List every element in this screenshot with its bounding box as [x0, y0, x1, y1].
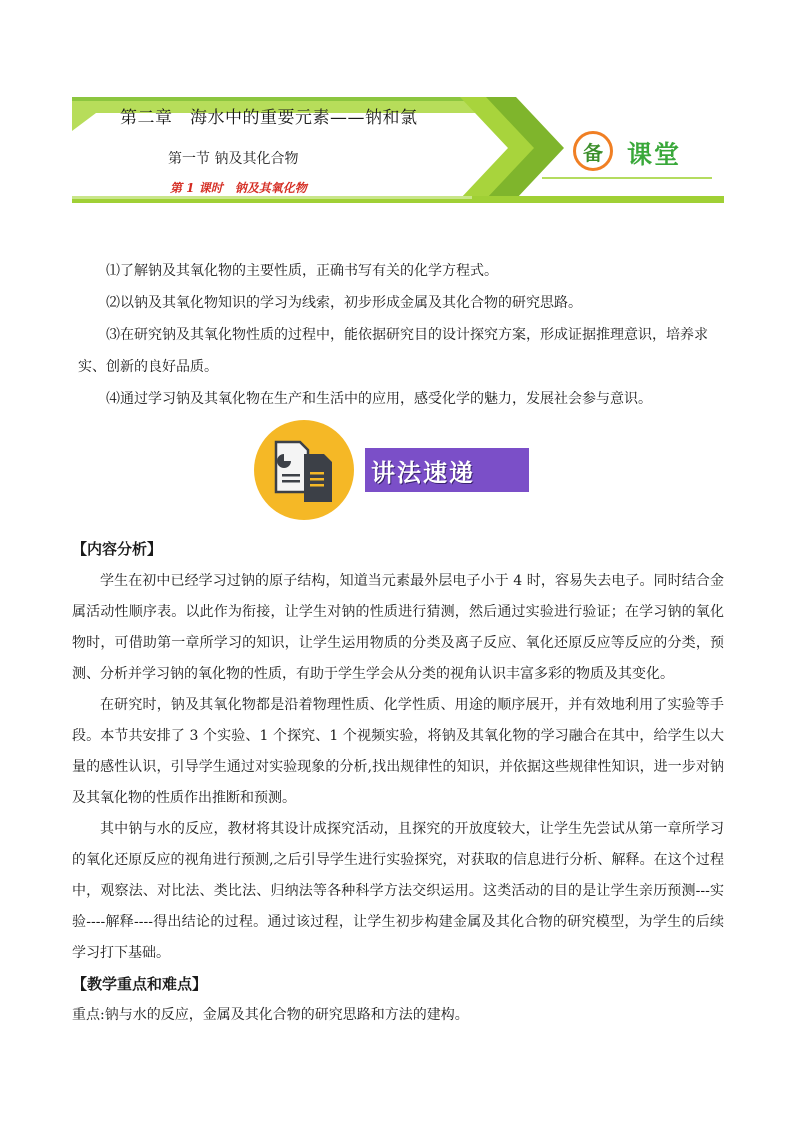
key-points-heading: 【教学重点和难点】: [72, 975, 208, 993]
content-analysis-heading: 【内容分析】: [72, 540, 163, 558]
objective-item: ⑶在研究钠及其氧化物性质的过程中，能依据研究目的设计探究方案，形成证据推理意识，培养求实、创新的良好品质。: [78, 327, 708, 375]
documents-icon: [254, 420, 354, 520]
objective-item: ⑷通过学习钠及其氧化物在生产和生活中的应用，感受化学的魅力，发展社会参与意识。: [106, 391, 652, 407]
chapter-header: [72, 95, 724, 205]
chapter-title: 第二章 海水中的重要元素——钠和氯: [120, 108, 418, 128]
content-analysis-body: [72, 566, 724, 969]
key-point-focus: 重点:钠与水的反应，金属及其化合物的研究思路和方法的建构。: [72, 1007, 469, 1023]
badge-circle: [573, 131, 613, 171]
banner-label: 讲法速递: [371, 458, 475, 487]
section-title: 第一节 钠及其化合物: [168, 151, 299, 167]
paragraph: 学生在初中已经学习过钠的原子结构，知道当元素最外层电子小于 4 时，容易失去电子。同时结合金属活动性顺序表。以此作为衔接，让学生对钠的性质进行猜测，然后通过实验进行验证；在学习钠的氧化物时，可借助第一章所学习的知识，让学生运用物质的分类及离子反应、氧化还原反应等反应的分类，预测、分析并学习钠的氧化物的性质，有助于学生学会从分类的视角认识丰富多彩的物质及其变化。: [72, 573, 724, 682]
badge-char: 备: [583, 140, 603, 165]
objective-item: ⑵以钠及其氧化物知识的学习为线索，初步形成金属及其化合物的研究思路。: [106, 295, 582, 311]
objective-item: ⑴了解钠及其氧化物的主要性质，正确书写有关的化学方程式。: [106, 263, 498, 279]
badge-text: 课堂: [627, 140, 682, 169]
paragraph: 在研究时，钠及其氧化物都是沿着物理性质、化学性质、用途的顺序展开，并有效地利用了实验等手段。本节共安排了 3 个实验、1 个探究、1 个视频实验，将钠及其氧化物的学习融合在其中，给学生以大量的感性认识，引导学生通过对实验现象的分析,找出规律性的知识，并依据这些规律性知识，进一步对钠及其氧化物的性质作出推断和预测。: [72, 697, 724, 806]
lesson-title: 第 1 课时 钠及其氧化物: [170, 181, 307, 195]
learning-objectives: [78, 255, 730, 415]
section-banner: [365, 448, 529, 492]
paragraph: 其中钠与水的反应，教材将其设计成探究活动，且探究的开放度较大，让学生先尝试从第一章所学习的氧化还原反应的视角进行预测,之后引导学生进行实验探究，对获取的信息进行分析、解释。在这个过程中，观察法、对比法、类比法、归纳法等各种科学方法交织运用。这类活动的目的是让学生亲历预测---实验----解释----得出结论的过程。通过该过程，让学生初步构建金属及其化合物的研究模型，为学生的后续学习打下基础。: [72, 821, 724, 961]
